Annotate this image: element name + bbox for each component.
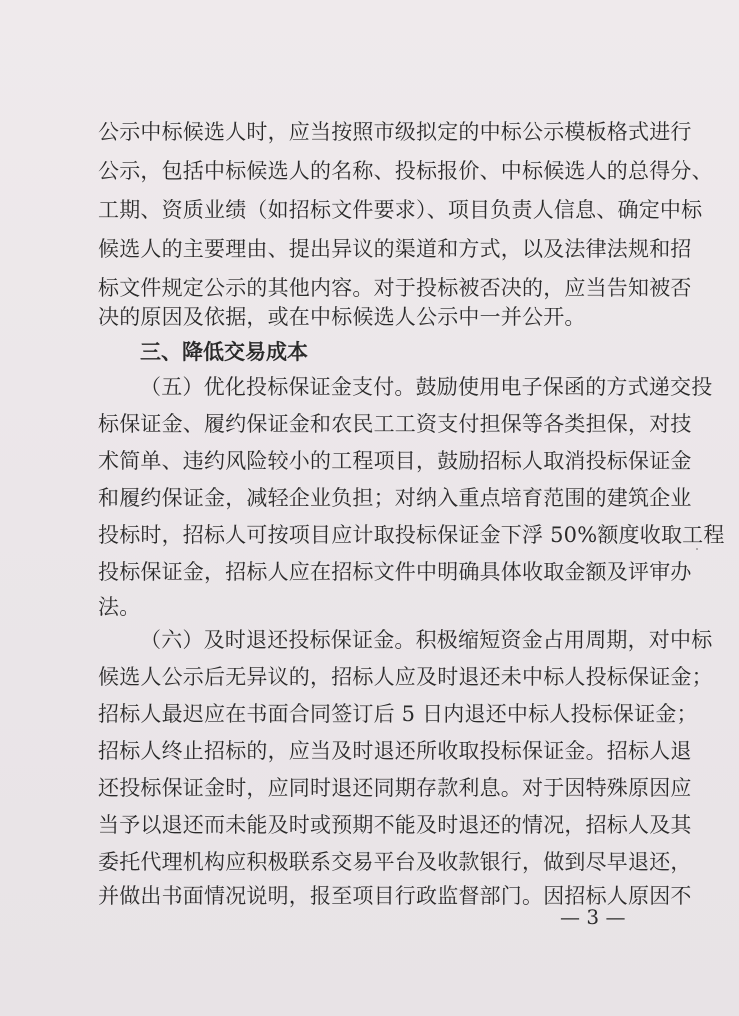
paragraph-line: 候选人的主要理由、提出异议的渠道和方式，以及法律法规和招 [98, 237, 692, 261]
paragraph-line: 候选人公示后无异议的，招标人应及时退还未中标人投标保证金； [98, 665, 713, 689]
paragraph-line: 招标人终止招标的，应当及时退还所收取投标保证金。招标人退 [98, 739, 692, 763]
paragraph-line: 法。 [98, 595, 141, 619]
page-number: — 3 — [560, 905, 626, 929]
paragraph-line: 公示中标候选人时，应当按照市级拟定的中标公示模板格式进行 [98, 120, 692, 144]
paragraph-line: 标保证金、履约保证金和农民工工资支付担保等各类担保，对技 [98, 412, 692, 436]
paragraph-line: 标文件规定公示的其他内容。对于投标被否决的，应当告知被否 [98, 276, 692, 300]
paragraph-line: 决的原因及依据，或在中标候选人公示中一并公开。 [98, 305, 586, 329]
scan-speck [696, 548, 698, 550]
paragraph-line: 并做出书面情况说明，报至项目行政监督部门。因招标人原因不 [98, 884, 692, 908]
paragraph-line: 投标保证金，招标人应在招标文件中明确具体收取金额及评审办 [98, 560, 692, 584]
paragraph-line: 工期、资质业绩（如招标文件要求）、项目负责人信息、确定中标 [98, 198, 703, 222]
paragraph-line: 委托代理机构应积极联系交易平台及收款银行，做到尽早退还， [98, 850, 692, 874]
paragraph-line: 术简单、违约风险较小的工程项目，鼓励招标人取消投标保证金 [98, 449, 692, 473]
paragraph-line: （六）及时退还投标保证金。积极缩短资金占用周期，对中标 [140, 628, 713, 652]
paragraph-line: 和履约保证金，减轻企业负担；对纳入重点培育范围的建筑企业 [98, 486, 692, 510]
paragraph-line: 招标人最迟应在书面合同签订后 5 日内退还中标人投标保证金； [98, 702, 698, 726]
paragraph-line: 当予以退还而未能及时或预期不能及时退还的情况，招标人及其 [98, 813, 692, 837]
section-heading: 三、降低交易成本 [140, 340, 308, 364]
paragraph-line: 投标时，招标人可按项目应计取投标保证金下浮 50%额度收取工程 [98, 523, 725, 547]
paragraph-line: 还投标保证金时，应同时退还同期存款利息。对于因特殊原因应 [98, 776, 692, 800]
paragraph-line: 公示，包括中标候选人的名称、投标报价、中标候选人的总得分、 [98, 159, 713, 183]
paragraph-line: （五）优化投标保证金支付。鼓励使用电子保函的方式递交投 [140, 375, 713, 399]
